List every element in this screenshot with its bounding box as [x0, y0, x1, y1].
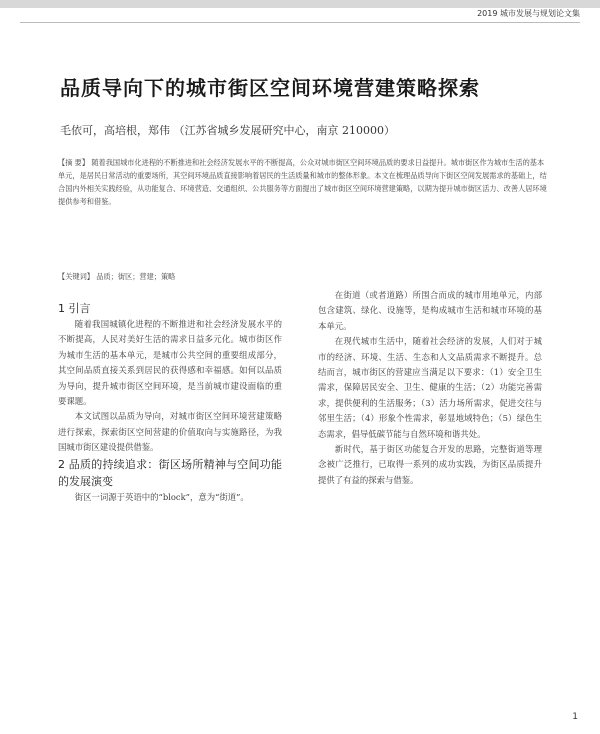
abstract-label: 【摘 要】 [58, 158, 90, 167]
keywords-label: 【关键词】 [58, 272, 94, 281]
article-title: 品质导向下的城市街区空间环境营建策略探索 [60, 76, 480, 100]
page-number: 1 [572, 712, 578, 722]
journal-header: 2019 城市发展与规划论文集 [477, 9, 580, 18]
right-column [318, 288, 542, 488]
keywords-text: 品质；街区；营建；策略 [96, 272, 176, 281]
keywords [58, 272, 175, 282]
paragraph: 街区一词源于英语中的“block”，意为“街道”。 [74, 491, 249, 502]
left-column [58, 300, 282, 505]
abstract-text: 随着我国城市化进程的不断推进和社会经济发展水平的不断提高，公众对城市街区空间环境品质的要求日益提升。城市街区作为城市生活的基本单元，是居民日常活动的重要场所，其空间环境品质直接影响着居民的生活质量和城市的整体形象。本文在梳理品质导向下街区空间发展需求的基础上，结合国内外相关实践经验，从功能复合、环境营造、交通组织、公共服务等方面提出了城市街区空间环境营建策略，以期为提升城市街区活力、改善人居环境提供参考和借鉴。 [58, 158, 547, 206]
section-1-title: 1 引言 [58, 302, 91, 315]
paragraph: 新时代，基于街区功能复合开发的思路，完整街道等理念被广泛推行，已取得一系列的成功实践，为街区品质提升提供了有益的探索与借鉴。 [318, 444, 542, 485]
paragraph: 本文试图以品质为导向，对城市街区空间环境营建策略进行探索，探索街区空间营建的价值取向与实施路径，为我国城市街区建设提供借鉴。 [58, 411, 282, 453]
section-2-title: 2 品质的持续追求：街区场所精神与空间功能的发展演变 [58, 457, 282, 488]
paragraph: 在街道（或者道路）所围合而成的城市用地单元，内部包含建筑、绿化、设施等，是构成城市生活和城市环境的基本单元。 [318, 290, 542, 331]
abstract [58, 156, 548, 208]
paragraph: 随着我国城镇化进程的不断推进和社会经济发展水平的不断提高，人民对美好生活的需求日益多元化。城市街区作为城市生活的基本单元，是城市公共空间的重要组成部分，其空间品质直接关系到居民的获得感和幸福感。如何以品质为导向，提升城市街区空间环境，是当前城市建设面临的重要课题。 [58, 319, 282, 407]
header-band [0, 0, 600, 8]
author-line: 毛依可，高培根，郑伟 （江苏省城乡发展研究中心，南京 210000） [60, 124, 395, 137]
paragraph: 在现代城市生活中，随着社会经济的发展，人们对于城市的经济、环境、生活、生态和人文品质需求不断提升。总结而言，城市街区的营建应当满足以下要求：（1）安全卫生需求，保障居民安全、卫生、健康的生活；（2）功能完善需求，提供便利的生活服务；（3）活力场所需求，促进交往与邻里生活；（4）形象个性需求，彰显地域特色；（5）绿色生态需求，倡导低碳节能与自然环境和谐共处。 [318, 336, 542, 439]
header-divider [20, 22, 580, 23]
